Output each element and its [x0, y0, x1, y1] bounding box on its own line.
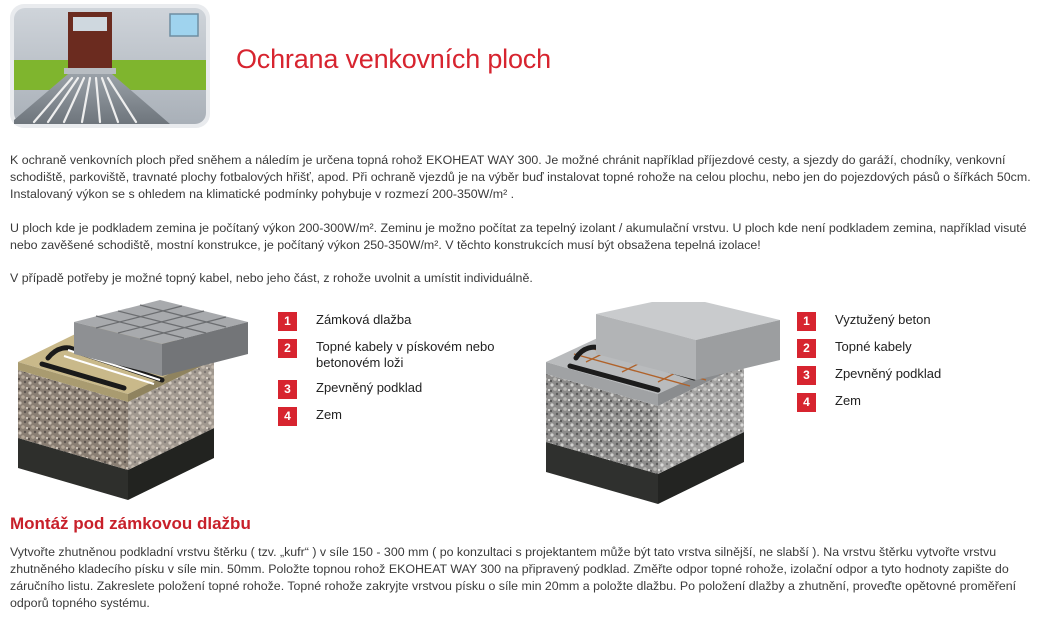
legend-item: [797, 393, 941, 411]
installation-paragraph: Vytvořte zhutněnou podkladní vrstvu štěrku ( tzv. „kufr“ ) v síle 150 - 300 mm ( po konzultaci s projektantem může být tato vrstva silnější, ne slabší ). Na vrstvu štěrku vytvořte vrstvu zhutněného kladecího písku v síle min. 50mm. Položte topnou rohož EKOHEAT WAY 300 na připravený podklad. Změřte odpor topné rohože, izolační odpor a tyto hodnoty zapište do záručního listu. Zakreslete položení topné rohože. Topné rohože zakryjte vrstvou písku o síle min 20mm a položte dlažbu. Po položení dlažby a zhutnění, proveďte opětovné proměření odporů topného systému.: [10, 545, 1017, 610]
paving-legend: [278, 312, 506, 434]
legend-label: Vyztužený beton: [835, 312, 931, 327]
number-badge: 3: [797, 366, 816, 385]
legend-item: [797, 312, 941, 330]
legend-item: [278, 407, 506, 425]
concrete-legend: [797, 312, 941, 420]
legend-label: Topné kabely: [835, 339, 912, 354]
cable-paragraph: V případě potřeby je možné topný kabel, nebo jeho část, z rohože uvolnit a umístit individuálně.: [10, 271, 533, 285]
legend-label: Zámková dlažba: [316, 312, 412, 327]
legend-item: [278, 380, 506, 398]
legend-label: Zem: [316, 407, 342, 422]
number-badge: 1: [278, 312, 297, 331]
page-title: Ochrana venkovních ploch: [236, 44, 551, 74]
number-badge: 2: [797, 339, 816, 358]
heated-driveway-thumbnail: [10, 4, 210, 128]
number-badge: 2: [278, 339, 297, 358]
intro-paragraph: K ochraně venkovních ploch před sněhem a náledím je určena topná rohož EKOHEAT WAY 300. Je možné chránit například příjezdové cesty, a sjezdy do garáží, chodníky, venkovní schodiště, parkoviště, travnaté plochy fotbalových hřišť, apod. Při ochraně vjezdů je na výběr buď instalovat topné rohože na celou plochu, nebo jen do pojezdových pásů o šířkách 50cm. Instalovaný výkon se s ohledem na klimatické podmínky pohybuje v rozmezí 200-350W/m² .: [10, 153, 1031, 201]
power-paragraph: U ploch kde je podkladem zemina je počítaný výkon 200-300W/m². Zeminu je možno počítat za tepelný izolant / akumulační vrstvu. U ploch kde není podkladem zemina, například visuté nebo zavěšené schodiště, mostní konstrukce, je počítaný výkon 250-350W/m². V těchto konstrukcích musí být obsažena tepelná izolace!: [10, 221, 1027, 252]
legend-label: Zpevněný podklad: [835, 366, 942, 381]
legend-item: [797, 366, 941, 384]
legend-label: Zpevněný podklad: [316, 380, 423, 395]
legend-item: [278, 339, 506, 371]
legend-item: [278, 312, 506, 330]
number-badge: 4: [278, 407, 297, 426]
number-badge: 4: [797, 393, 816, 412]
section-subheading: Montáž pod zámkovou dlažbu: [10, 514, 251, 533]
concrete-cross-section-illustration: [530, 302, 790, 508]
legend-label: Topné kabely v pískovém nebo betonovém loži: [316, 339, 495, 370]
paving-cross-section-illustration: [8, 300, 258, 508]
legend-item: [797, 339, 941, 357]
legend-label: Zem: [835, 393, 861, 408]
number-badge: 1: [797, 312, 816, 331]
number-badge: 3: [278, 380, 297, 399]
